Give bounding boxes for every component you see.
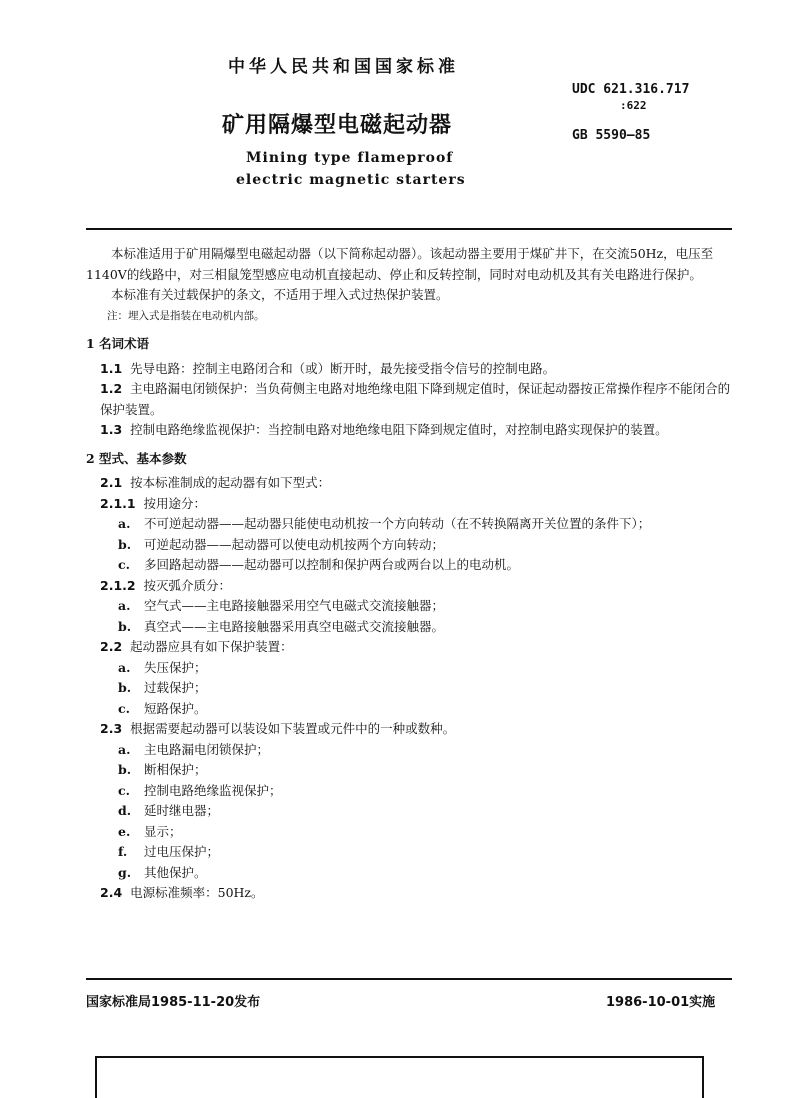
clause-1-3: 1.3 控制电路绝缘监视保护：当控制电路对地绝缘电阻下降到规定值时，对控制电路实现保护的装置。 [100,422,668,437]
clause-1-1: 1.1 先导电路：控制主电路闭合和（或）断开时，最先接受指令信号的控制电路。 [100,360,556,376]
clause-2-1: 2.1 按本标准制成的起动器有如下型式： [100,475,331,490]
document-title: 矿用隔爆型电磁起动器 [222,113,453,138]
list-item: g. 其他保护。 [118,864,207,880]
intro-paragraph-2: 本标准有关过载保护的条文，不适用于埋入式过热保护装置。 [111,287,449,302]
list-item: b. 过载保护； [118,680,207,695]
english-title-line1: Mining type flameproof [246,150,454,166]
list-item: f. 过电压保护； [118,844,220,859]
list-item: b. 断相保护； [118,762,207,777]
list-item: e. 显示； [118,823,182,839]
list-item: a. 主电路漏电闭锁保护； [118,741,270,757]
list-item: a. 不可逆起动器——起动器只能使电动机按一个方向转动（在不转换隔离开关位置的条件下）； [118,516,651,531]
list-item: c. 短路保护。 [118,700,207,716]
list-item: d. 延时继电器； [118,803,220,818]
udc-code-suffix: :622 [620,99,647,112]
clause-2-2: 2.2 起动器应具有如下保护装置： [100,639,293,654]
clause-2-1-2: 2.1.2 按灭弧介质分： [100,577,232,593]
header-divider [86,228,732,230]
document-body [86,244,734,904]
list-item: a. 空气式——主电路接触器采用空气电磁式交流接触器； [118,598,445,613]
section-1-heading: 1 名词术语 [86,336,150,351]
intro-note: 注：埋入式是指装在电动机内部。 [107,309,265,322]
udc-code: UDC 621.316.717 [572,82,690,97]
gb-number: GB 5590—85 [572,128,651,143]
section-2-heading: 2 型式、基本参数 [86,450,187,466]
list-item: c. 控制电路绝缘监视保护； [118,782,282,798]
footer-divider [86,978,732,980]
standard-body: 中华人民共和国国家标准 [228,57,459,77]
list-item: a. 失压保护； [118,659,207,675]
clause-2-4: 2.4 电源标准频率：50Hz。 [100,885,264,900]
effective-date: 1986-10-01实施 [606,995,716,1010]
clause-1-2: 1.2 主电路漏电闭锁保护：当负荷侧主电路对地绝缘电阻下降到规定值时，保证起动器按正常操作程序不能闭合的保护装置。 [100,381,731,417]
issue-date: 国家标准局1985-11-20发布 [86,995,261,1010]
list-item: c. 多回路起动器——起动器可以控制和保护两台或两台以上的电动机。 [118,557,520,572]
next-page-frame [95,1056,704,1098]
intro-paragraph-1: 本标准适用于矿用隔爆型电磁起动器（以下简称起动器）。该起动器主要用于煤矿井下，在交流50Hz，电压至1140V的线路中，对三相鼠笼型感应电动机直接起动、停止和反转控制，同时对电动机及其有关电路进行保护。 [86,246,714,282]
list-item: b. 可逆起动器——起动器可以使电动机按两个方向转动； [118,536,445,552]
list-item: b. 真空式——主电路接触器采用真空电磁式交流接触器。 [118,618,445,634]
english-title-line2: electric magnetic starters [236,172,466,188]
clause-2-3: 2.3 根据需要起动器可以装设如下装置或元件中的一种或数种。 [100,721,456,736]
clause-2-1-1: 2.1.1 按用途分： [100,495,207,511]
